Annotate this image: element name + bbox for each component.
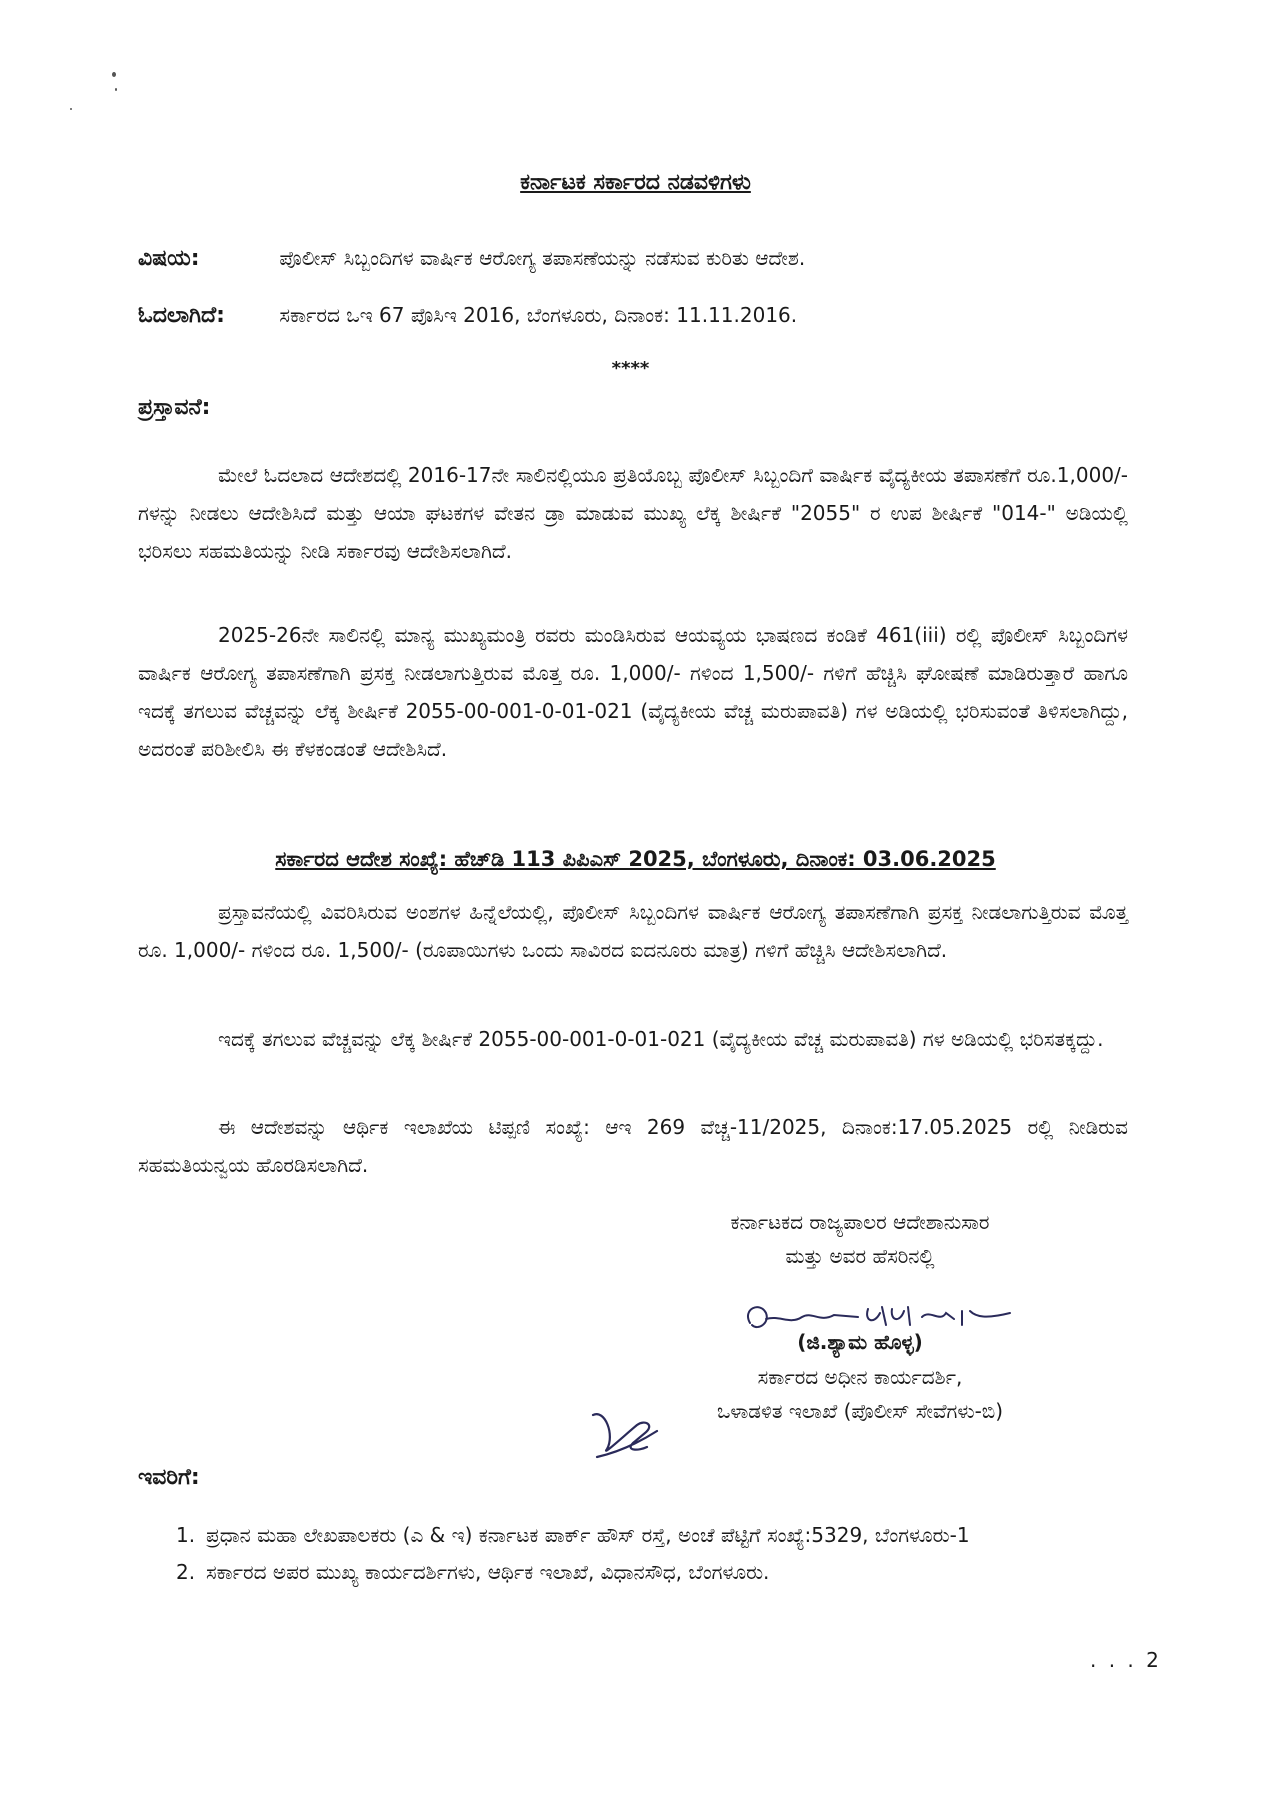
list-item-text: ಸರ್ಕಾರದ ಅಪರ ಮುಖ್ಯ ಕಾರ್ಯದರ್ಶಿಗಳು, ಆರ್ಥಿಕ ಇಲಾಖೆ, ವಿಧಾನಸೌಧ, ಬೆಂಗಳೂರು. bbox=[206, 1560, 770, 1584]
separator-stars: **** bbox=[611, 358, 650, 379]
government-order-number: ಸರ್ಕಾರದ ಆದೇಶ ಸಂಖ್ಯೆ: ಹೆಚ್‌ಡಿ 113 ಪಿಪಿಎಸ್ 2025, ಬೆಂಗಳೂರು, ದಿನಾಂಕ: 03.06.2025 bbox=[275, 847, 996, 871]
preamble-heading: ಪ್ರಸ್ತಾವನೆ: bbox=[138, 395, 211, 420]
designation-line-1: ಸರ್ಕಾರದ ಅಧೀನ ಕಾರ್ಯದರ್ಶಿ, bbox=[757, 1365, 963, 1389]
list-item bbox=[178, 1559, 1118, 1586]
list-item bbox=[178, 1522, 1118, 1549]
preamble-paragraph-1: ಮೇಲೆ ಓದಲಾದ ಆದೇಶದಲ್ಲಿ 2016-17ನೇ ಸಾಲಿನಲ್ಲಿಯೂ ಪ್ರತಿಯೊಬ್ಬ ಪೊಲೀಸ್ ಸಿಬ್ಬಂದಿಗೆ ವಾರ್ಷಿಕ ವೈದ್ಯಕೀಯ ತಪಾಸಣೆಗೆ ರೂ.1,000/-ಗಳನ್ನು ನೀಡಲು ಆದೇಶಿಸಿದೆ ಮತ್ತು ಆಯಾ ಘಟಕಗಳ ವೇತನ ಡ್ರಾ ಮಾಡುವ ಮುಖ್ಯ ಲೆಕ್ಕ ಶೀರ್ಷಿಕೆ "2055" ರ ಉಪ ಶೀರ್ಷಿಕೆ "014-" ಅಡಿಯಲ್ಲಿ ಭರಿಸಲು ಸಹಮತಿಯನ್ನು ನೀಡಿ ಸರ್ಕಾರವು ಆದೇಶಿಸಲಾಗಿದೆ. bbox=[138, 463, 1128, 563]
list-item-number: 1. bbox=[176, 1523, 196, 1547]
authority-line-1: ಕರ್ನಾಟಕದ ರಾಜ್ಯಪಾಲರ ಆದೇಶಾನುಸಾರ bbox=[730, 1210, 990, 1234]
scan-speck bbox=[115, 88, 117, 91]
scan-speck bbox=[70, 108, 72, 110]
designation-line-2: ಒಳಾಡಳಿತ ಇಲಾಖೆ (ಪೊಲೀಸ್ ಸೇವೆಗಳು-ಬಿ) bbox=[716, 1399, 1004, 1423]
recipients-list bbox=[178, 1522, 1118, 1596]
subject-label: ವಿಷಯ: bbox=[138, 246, 200, 271]
document-title: ಕರ್ನಾಟಕ ಸರ್ಕಾರದ ನಡವಳಿಗಳು bbox=[520, 170, 751, 195]
reference-text: ಸರ್ಕಾರದ ಒಇ 67 ಪೊಸಿಇ 2016, ಬೆಂಗಳೂರು, ದಿನಾಂಕ: 11.11.2016. bbox=[279, 303, 798, 327]
signatory-name: (ಜಿ.ಶ್ಯಾಮ ಹೊಳ್ಳ) bbox=[797, 1330, 923, 1354]
recipients-heading: ಇವರಿಗೆ: bbox=[138, 1465, 200, 1490]
authority-line-2: ಮತ್ತು ಅವರ ಹೆಸರಿನಲ್ಲಿ bbox=[785, 1244, 935, 1268]
list-item-text: ಪ್ರಧಾನ ಮಹಾ ಲೇಖಪಾಲಕರು (ಎ & ಇ) ಕರ್ನಾಟಕ ಪಾರ್ಕ್ ಹೌಸ್ ರಸ್ತೆ, ಅಂಚೆ ಪೆಟ್ಟಿಗೆ ಸಂಖ್ಯೆ:5329, ಬೆಂಗಳೂರು-1 bbox=[206, 1523, 970, 1547]
page-continuation: . . . 2 bbox=[1090, 1648, 1162, 1672]
scan-speck bbox=[112, 72, 116, 77]
list-item-number: 2. bbox=[176, 1560, 196, 1584]
signatory-designation bbox=[600, 1360, 1120, 1428]
handwritten-initials bbox=[585, 1395, 665, 1465]
reference-label: ಓದಲಾಗಿದೆ: bbox=[138, 303, 225, 328]
order-paragraph-2: ಇದಕ್ಕೆ ತಗಲುವ ವೆಚ್ಚವನ್ನು ಲೆಕ್ಕ ಶೀರ್ಷಿಕೆ 2055-00-001-0-01-021 (ವೈದ್ಯಕೀಯ ವೆಚ್ಚ ಮರುಪಾವತಿ) ಗಳ ಅಡಿಯಲ್ಲಿ ಭರಿಸತಕ್ಕದ್ದು. bbox=[218, 1027, 1104, 1051]
order-paragraph-3: ಈ ಆದೇಶವನ್ನು ಆರ್ಥಿಕ ಇಲಾಖೆಯ ಟಿಪ್ಪಣಿ ಸಂಖ್ಯೆ: ಆಇ 269 ವೆಚ್ಚ-11/2025, ದಿನಾಂಕ:17.05.2025 ರಲ್ಲಿ ನೀಡಿರುವ ಸಹಮತಿಯನ್ವಯ ಹೊರಡಿಸಲಾಗಿದೆ. bbox=[138, 1115, 1128, 1177]
reference-row bbox=[138, 300, 1138, 331]
preamble-paragraph-2: 2025-26ನೇ ಸಾಲಿನಲ್ಲಿ ಮಾನ್ಯ ಮುಖ್ಯಮಂತ್ರಿ ರವರು ಮಂಡಿಸಿರುವ ಆಯವ್ಯಯ ಭಾಷಣದ ಕಂಡಿಕೆ 461(iii) ರಲ್ಲಿ ಪೊಲೀಸ್ ಸಿಬ್ಬಂದಿಗಳ ವಾರ್ಷಿಕ ಆರೋಗ್ಯ ತಪಾಸಣೆಗಾಗಿ ಪ್ರಸಕ್ತ ನೀಡಲಾಗುತ್ತಿರುವ ಮೊತ್ತ ರೂ. 1,000/- ಗಳಿಂದ 1,500/- ಗಳಿಗೆ ಹೆಚ್ಚಿಸಿ ಘೋಷಣೆ ಮಾಡಿರುತ್ತಾರೆ ಹಾಗೂ ಇದಕ್ಕೆ ತಗಲುವ ವೆಚ್ಚವನ್ನು ಲೆಕ್ಕ ಶೀರ್ಷಿಕೆ 2055-00-001-0-01-021 (ವೈದ್ಯಕೀಯ ವೆಚ್ಚ ಮರುಪಾವತಿ) ಗಳ ಅಡಿಯಲ್ಲಿ ಭರಿಸುವಂತೆ ತಿಳಿಸಲಾಗಿದ್ದು, ಅದರಂತೆ ಪರಿಶೀಲಿಸಿ ಈ ಕೆಳಕಂಡಂತೆ ಆದೇಶಿಸಿದೆ. bbox=[138, 623, 1128, 761]
subject-row bbox=[138, 243, 1138, 274]
subject-text: ಪೊಲೀಸ್ ಸಿಬ್ಬಂದಿಗಳ ವಾರ್ಷಿಕ ಆರೋಗ್ಯ ತಪಾಸಣೆಯನ್ನು ನಡೆಸುವ ಕುರಿತು ಆದೇಶ. bbox=[279, 246, 806, 270]
order-paragraph-1: ಪ್ರಸ್ತಾವನೆಯಲ್ಲಿ ವಿವರಿಸಿರುವ ಅಂಶಗಳ ಹಿನ್ನೆಲೆಯಲ್ಲಿ, ಪೊಲೀಸ್ ಸಿಬ್ಬಂದಿಗಳ ವಾರ್ಷಿಕ ಆರೋಗ್ಯ ತಪಾಸಣೆಗಾಗಿ ಪ್ರಸಕ್ತ ನೀಡಲಾಗುತ್ತಿರುವ ಮೊತ್ತ ರೂ. 1,000/- ಗಳಿಂದ ರೂ. 1,500/- (ರೂಪಾಯಿಗಳು ಒಂದು ಸಾವಿರದ ಐದನೂರು ಮಾತ್ರ) ಗಳಿಗೆ ಹೆಚ್ಚಿಸಿ ಆದೇಶಿಸಲಾಗಿದೆ. bbox=[138, 900, 1128, 962]
